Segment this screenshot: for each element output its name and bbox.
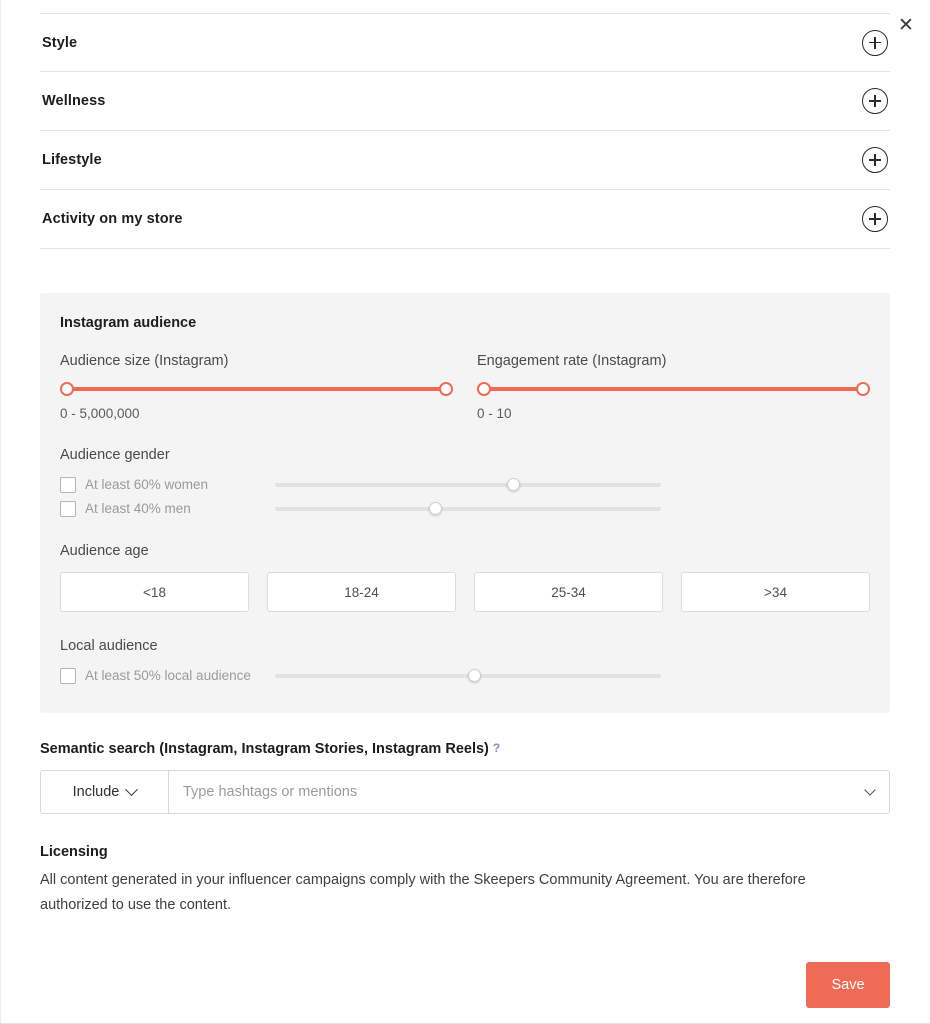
engagement-rate-field [477, 353, 870, 421]
semantic-search-title [40, 741, 890, 757]
licensing-title: Licensing [40, 844, 108, 860]
plus-icon[interactable] [862, 147, 888, 173]
card-title: Instagram audience [60, 315, 197, 331]
engagement-rate-label: Engagement rate (Instagram) [477, 353, 667, 369]
local-percent-slider[interactable] [275, 669, 661, 683]
gender-option-women[interactable] [60, 476, 870, 493]
slider-track [60, 387, 453, 391]
slider-track [275, 483, 661, 487]
save-button[interactable]: Save [806, 962, 890, 1008]
accordion-label: Activity on my store [42, 211, 183, 227]
audience-size-label: Audience size (Instagram) [60, 353, 229, 369]
age-option-under-18[interactable]: <18 [60, 572, 249, 612]
close-icon[interactable]: ✕ [898, 15, 914, 36]
slider-handle-min[interactable] [60, 382, 74, 396]
slider-track [275, 507, 661, 511]
gender-option-label: At least 60% women [85, 477, 209, 492]
local-audience-option[interactable] [60, 667, 870, 684]
slider-handle-max[interactable] [856, 382, 870, 396]
accordion-item-lifestyle[interactable] [40, 131, 890, 190]
engagement-rate-value: 0 - 10 [477, 406, 512, 421]
accordion-label: Wellness [42, 93, 106, 109]
chevron-down-icon [126, 783, 139, 796]
audience-size-value: 0 - 5,000,000 [60, 406, 140, 421]
audience-gender-label: Audience gender [60, 447, 170, 463]
audience-age-label: Audience age [60, 543, 149, 559]
checkbox-at-least-50-local[interactable] [60, 668, 76, 684]
slider-track [477, 387, 870, 391]
engagement-rate-slider[interactable] [477, 382, 870, 396]
question-mark-icon[interactable]: ? [492, 741, 501, 755]
slider-handle[interactable] [507, 478, 520, 491]
age-option-25-34[interactable]: 25-34 [474, 572, 663, 612]
men-percent-slider[interactable] [275, 502, 661, 516]
accordion-label: Style [42, 34, 78, 51]
plus-icon[interactable] [862, 206, 888, 232]
semantic-search-mode-select[interactable] [40, 770, 168, 814]
age-option-over-34[interactable]: >34 [681, 572, 870, 612]
accordion-item-wellness[interactable] [40, 72, 890, 131]
age-options [60, 572, 870, 612]
slider-handle[interactable] [429, 502, 442, 515]
local-option-label: At least 50% local audience [85, 668, 251, 683]
accordion-item-style[interactable] [40, 13, 890, 72]
accordion-item-activity-on-my-store[interactable] [40, 190, 890, 249]
audience-size-slider[interactable] [60, 382, 453, 396]
semantic-search-mode-value: Include [72, 784, 120, 800]
semantic-search-row [40, 770, 890, 814]
slider-handle-min[interactable] [477, 382, 491, 396]
checkbox-at-least-40-men[interactable] [60, 501, 76, 517]
plus-icon[interactable] [862, 88, 888, 114]
women-percent-slider[interactable] [275, 478, 661, 492]
age-option-18-24[interactable]: 18-24 [267, 572, 456, 612]
audience-gender-section [60, 447, 870, 517]
category-accordion [40, 13, 890, 249]
accordion-label: Lifestyle [42, 152, 102, 168]
audience-size-field [60, 353, 453, 421]
semantic-search-label: Semantic search (Instagram, Instagram Stories, Instagram Reels) [40, 741, 489, 757]
slider-handle-max[interactable] [439, 382, 453, 396]
panel-left-border [0, 0, 1, 1024]
audience-age-section [60, 543, 870, 612]
semantic-search-input-wrap[interactable] [168, 770, 890, 814]
local-audience-label: Local audience [60, 638, 158, 654]
semantic-search-input[interactable] [183, 784, 875, 800]
plus-icon[interactable] [862, 30, 888, 56]
slider-handle[interactable] [468, 669, 481, 682]
local-audience-section [60, 638, 870, 684]
checkbox-at-least-60-women[interactable] [60, 477, 76, 493]
actions-row [40, 962, 890, 1008]
gender-option-label: At least 40% men [85, 501, 191, 516]
gender-option-men[interactable] [60, 500, 870, 517]
licensing-text: All content generated in your influencer campaigns comply with the Skeepers Community Agreement. You are therefore authorized to use the content. [40, 872, 806, 913]
instagram-audience-card [40, 293, 890, 713]
